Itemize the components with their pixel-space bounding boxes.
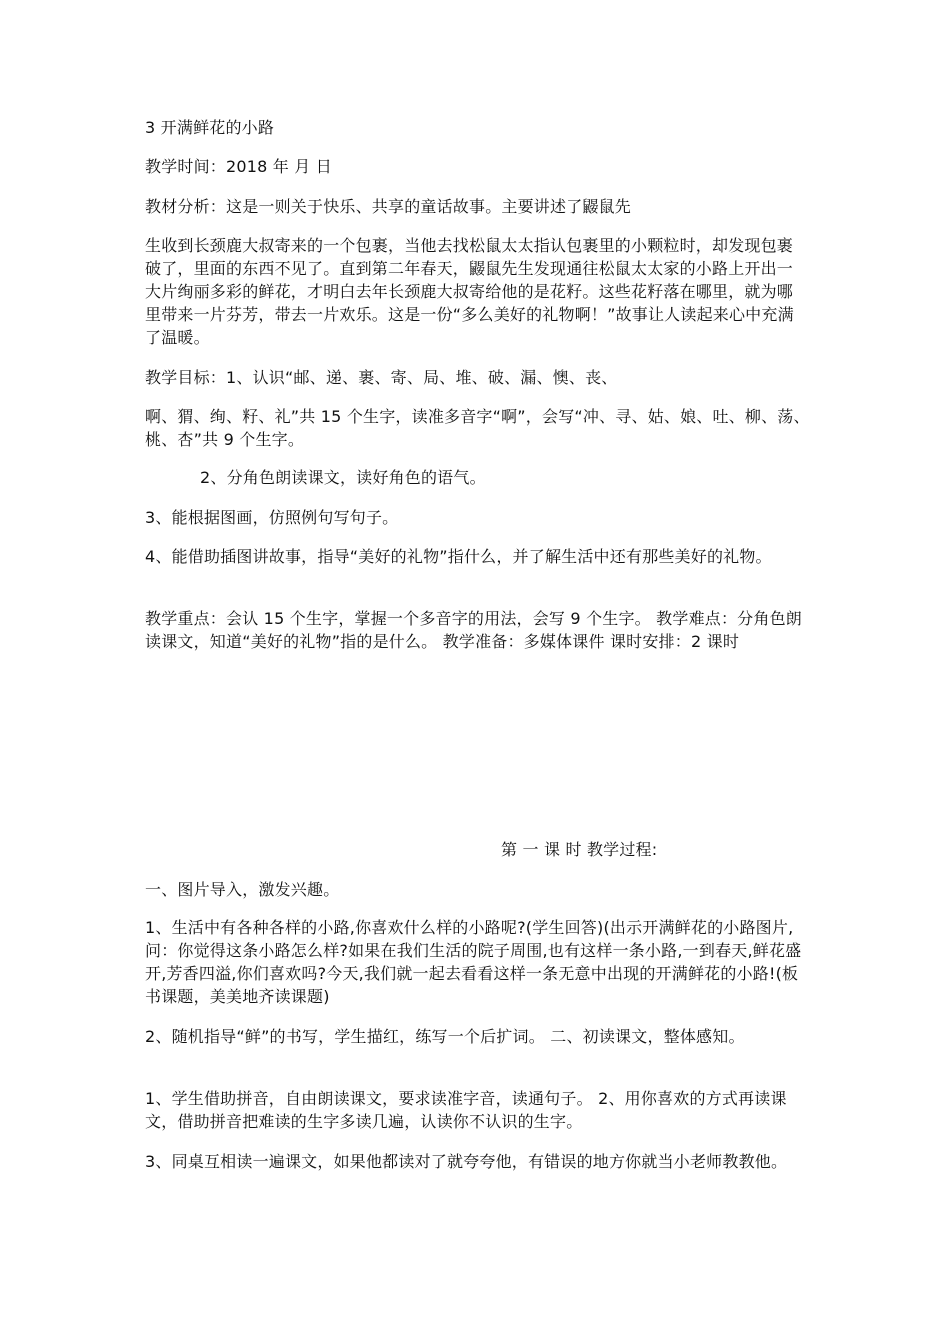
step-1: 1、生活中有各种各样的小路,你喜欢什么样的小路呢?(学生回答)(出示开满鲜花的小路图片,问：你觉得这条小路怎么样?如果在我们生活的院子周围,也有这样一条小路,一到春天,鲜花盛开,芳香四溢,你们喜欢吗?今天,我们就一起去看看这样一条无意中出现的开满鲜花的小路!(板书课题，美美地齐读课题) bbox=[145, 918, 802, 1006]
step-3: 1、学生借助拼音，自由朗读课文，要求读准字音，读通句子。 2、用你喜欢的方式再读课文，借助拼音把难读的生字多读几遍，认读你不认识的生字。 bbox=[145, 1089, 787, 1131]
step-2: 2、随机指导“鲜”的书写，学生描红，练写一个后扩词。 二、初读课文，整体感知。 bbox=[145, 1027, 745, 1046]
lesson-title: 3 开满鲜花的小路 bbox=[145, 118, 275, 137]
step-4: 3、同桌互相读一遍课文，如果他都读对了就夸夸他，有错误的地方你就当小老师教教他。 bbox=[145, 1152, 788, 1171]
material-analysis-body: 生收到长颈鹿大叔寄来的一个包裹，当他去找松鼠太太指认包裹里的小颗粒时，却发现包裹破了，里面的东西不见了。直到第二年春天，鼹鼠先生发现通往松鼠太太家的小路上开出一大片绚丽多彩的鲜花，才明白去年长颈鹿大叔寄给他的是花籽。这些花籽落在哪里，就为哪里带来一片芬芳，带去一片欢乐。这是一份“多么美好的礼物啊！”故事让人读起来心中充满了温暖。 bbox=[145, 236, 794, 347]
teaching-goal-4: 4、能借助插图讲故事，指导“美好的礼物”指什么，并了解生活中还有那些美好的礼物。 bbox=[145, 547, 772, 566]
teaching-time: 教学时间：2018 年 月 日 bbox=[145, 157, 332, 176]
material-analysis-intro: 教材分析：这是一则关于快乐、共享的童话故事。主要讲述了鼹鼠先 bbox=[145, 197, 632, 216]
section-1-heading: 一、图片导入，激发兴趣。 bbox=[145, 880, 340, 899]
teaching-goal-3: 3、能根据图画，仿照例句写句子。 bbox=[145, 508, 399, 527]
lesson-heading: 第 一 课 时 教学过程: bbox=[501, 840, 658, 859]
key-points: 教学重点：会认 15 个生字，掌握一个多音字的用法，会写 9 个生字。 教学难点：分角色朗读课文，知道“美好的礼物”指的是什么。 教学准备：多媒体课件 课时安排：2 课时 bbox=[145, 609, 802, 651]
teaching-goal-2: 2、分角色朗读课文，读好角色的语气。 bbox=[200, 468, 486, 487]
teaching-goal-1a: 教学目标：1、认识“邮、递、裹、寄、局、堆、破、漏、懊、丧、 bbox=[145, 368, 618, 387]
teaching-goal-1b: 啊、猬、绚、籽、礼”共 15 个生字，读准多音字“啊”，会写“冲、寻、姑、娘、吐、柳、荡、桃、杏”共 9 个生字。 bbox=[145, 407, 810, 449]
